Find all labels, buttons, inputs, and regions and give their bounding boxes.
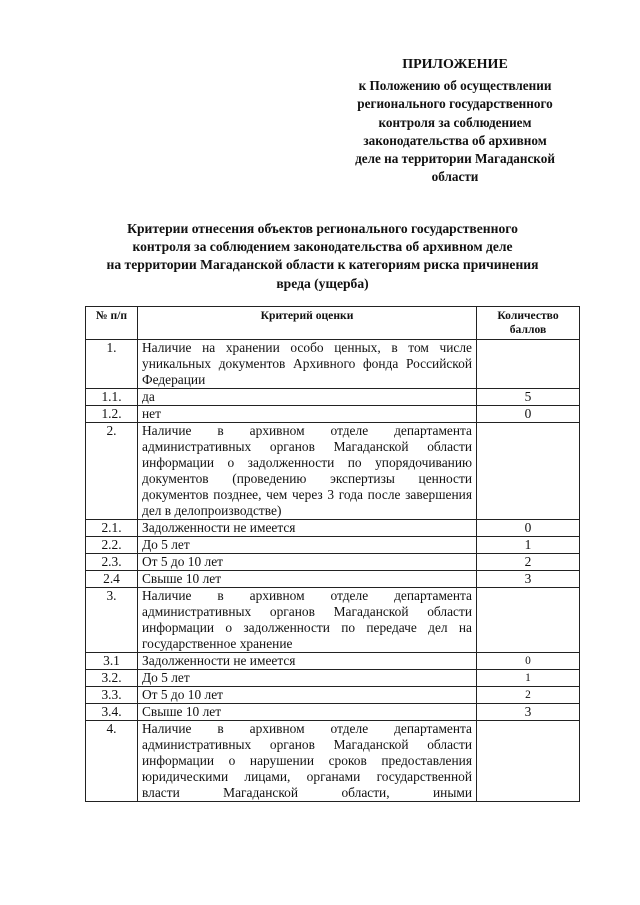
- row-criterion: Задолженности не имеется: [138, 520, 477, 537]
- heading-line: вреда (ущерба): [276, 275, 369, 291]
- row-criterion: До 5 лет: [138, 670, 477, 687]
- appendix-block: [330, 56, 580, 186]
- row-points: [477, 721, 580, 802]
- heading-line: на территории Магаданской области к категориям риска причинения: [106, 257, 539, 273]
- table-row: [86, 537, 580, 554]
- heading-line: Критерии отнесения объектов регионального государственного: [127, 221, 518, 236]
- row-points: 2: [477, 687, 580, 704]
- row-number: 1.1.: [86, 389, 138, 406]
- appendix-line: деле на территории Магаданской: [355, 151, 555, 167]
- row-number: 2.: [86, 423, 138, 520]
- table-row: [86, 588, 580, 653]
- table-row: [86, 653, 580, 670]
- table-row: [86, 670, 580, 687]
- table-row: [86, 571, 580, 588]
- row-points: 3: [477, 704, 580, 721]
- criteria-table: [85, 306, 580, 802]
- row-number: 3.2.: [86, 670, 138, 687]
- row-points: 2: [477, 554, 580, 571]
- appendix-line: регионального государственного: [357, 96, 553, 112]
- row-number: 1.: [86, 340, 138, 389]
- table-row: [86, 389, 580, 406]
- row-points: 1: [477, 670, 580, 687]
- table-row: [86, 423, 580, 520]
- row-number: 2.4: [86, 571, 138, 588]
- row-number: 4.: [86, 721, 138, 802]
- row-number: 1.2.: [86, 406, 138, 423]
- row-criterion: До 5 лет: [138, 537, 477, 554]
- table-row: [86, 406, 580, 423]
- row-points: 0: [477, 653, 580, 670]
- row-criterion: Свыше 10 лет: [138, 571, 477, 588]
- row-points: [477, 423, 580, 520]
- appendix-line: к Положению об осуществлении: [358, 78, 552, 94]
- row-criterion: От 5 до 10 лет: [138, 554, 477, 571]
- row-criterion: Наличие на хранении особо ценных, в том числе уникальных документов Архивного фонда Российской Федерации: [138, 340, 477, 389]
- row-criterion: Наличие в архивном отделе департамента административных органов Магаданской области информации о нарушении сроков предоставления юридическими лицами, органами государственной власти Магаданской области, иными: [138, 721, 477, 802]
- row-criterion: да: [138, 389, 477, 406]
- row-points: 3: [477, 571, 580, 588]
- row-number: 2.2.: [86, 537, 138, 554]
- table-row: [86, 340, 580, 389]
- row-criterion: Свыше 10 лет: [138, 704, 477, 721]
- row-criterion: Наличие в архивном отделе департамента административных органов Магаданской области информации о задолженности по передаче дел на государственное хранение: [138, 588, 477, 653]
- appendix-line: области: [431, 169, 479, 185]
- header-number: № п/п: [86, 307, 138, 340]
- row-criterion: нет: [138, 406, 477, 423]
- row-points: 5: [477, 389, 580, 406]
- appendix-line: законодательства об архивном: [363, 132, 547, 148]
- row-criterion: От 5 до 10 лет: [138, 687, 477, 704]
- row-points: [477, 588, 580, 653]
- table-row: [86, 554, 580, 571]
- header-criterion: Критерий оценки: [138, 307, 477, 340]
- table-row: [86, 704, 580, 721]
- row-criterion: Наличие в архивном отделе департамента административных органов Магаданской области информации о задолженности по упорядочиванию документов (проведению экспертизы ценности документов позднее, чем через 3 года после завершения дел в делопроизводстве): [138, 423, 477, 520]
- row-points: 1: [477, 537, 580, 554]
- table-header-row: [86, 307, 580, 340]
- table-row: [86, 687, 580, 704]
- row-points: [477, 340, 580, 389]
- row-number: 3.4.: [86, 704, 138, 721]
- header-points: Количество баллов: [477, 307, 580, 340]
- row-number: 3.3.: [86, 687, 138, 704]
- table-row: [86, 520, 580, 537]
- row-number: 2.3.: [86, 554, 138, 571]
- row-number: 3.: [86, 588, 138, 653]
- appendix-line: контроля за соблюдением: [378, 114, 532, 130]
- row-points: 0: [477, 406, 580, 423]
- row-number: 2.1.: [86, 520, 138, 537]
- row-criterion: Задолженности не имеется: [138, 653, 477, 670]
- document-heading: [40, 220, 605, 293]
- row-points: 0: [477, 520, 580, 537]
- row-number: 3.1: [86, 653, 138, 670]
- appendix-title: ПРИЛОЖЕНИЕ: [402, 57, 508, 72]
- heading-line: контроля за соблюдением законодательства об архивном деле: [132, 239, 513, 255]
- table-row: [86, 721, 580, 802]
